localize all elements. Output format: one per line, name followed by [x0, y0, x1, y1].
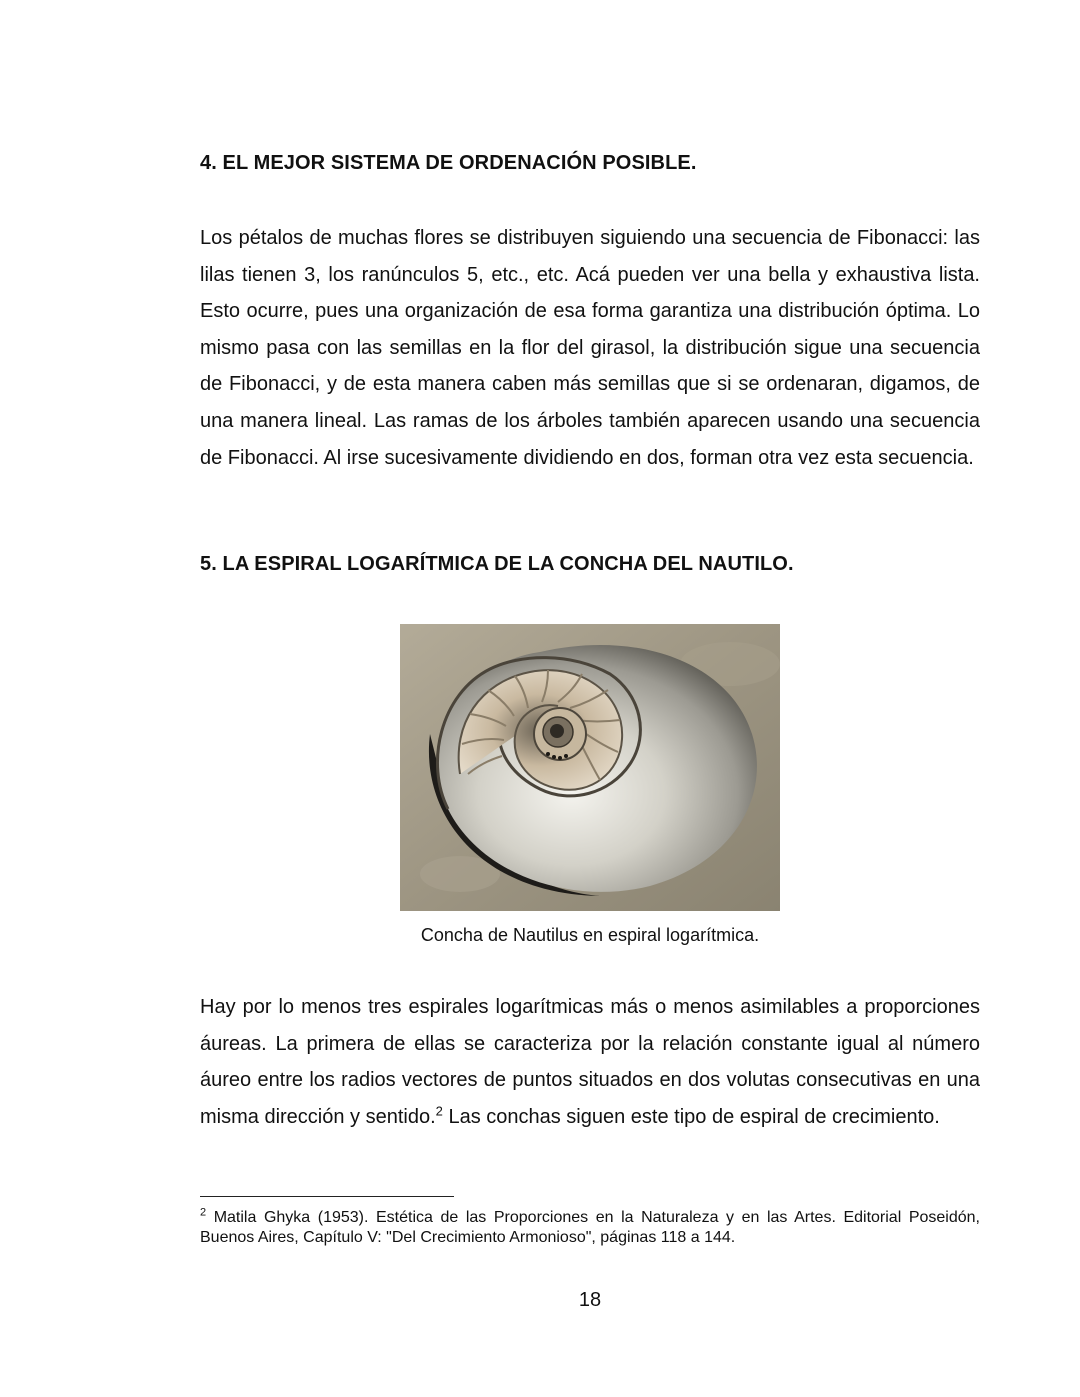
footnote-marker: 2 [200, 1206, 207, 1219]
section-5-paragraph-text-end: Las conchas siguen este tipo de espiral de crecimiento. [442, 1105, 940, 1128]
section-4-heading: 4. EL MEJOR SISTEMA DE ORDENACIÓN POSIBLE. [200, 152, 697, 174]
footnote [200, 1208, 980, 1248]
footnote-reference[interactable]: 2 [435, 1103, 443, 1119]
section-5-paragraph-text: Hay por lo menos tres espirales logarítmicas más o menos asimilables a proporciones áureas. La primera de ellas se caracteriza por la relación constante igual al número áureo entre los radios vectores de puntos situados en dos volutas consecutivas en una misma dirección y sentido. [200, 996, 980, 1128]
page-number: 18 [578, 1289, 602, 1311]
figure-caption: Concha de Nautilus en espiral logarítmica. [420, 925, 760, 945]
footnote-text: Matila Ghyka (1953). Estética de las Proporciones en la Naturaleza y en las Artes. Editorial Poseidón, Buenos Aires, Capítulo V: "Del Crecimiento Armonioso", páginas 118 a 144. [200, 1209, 980, 1246]
nautilus-shell-image [400, 624, 780, 911]
section-5-heading: 5. LA ESPIRAL LOGARÍTMICA DE LA CONCHA DEL NAUTILO. [200, 553, 794, 575]
section-5-paragraph [200, 989, 980, 1135]
section-4-paragraph: Los pétalos de muchas flores se distribuyen siguiendo una secuencia de Fibonacci: las lilas tienen 3, los ranúnculos 5, etc., etc. Acá pueden ver una bella y exhaustiva lista. Esto ocurre, pues una organización de esa forma garantiza una distribución óptima. Lo mismo pasa con las semillas en la flor del girasol, la distribución sigue una secuencia de Fibonacci, y de esta manera caben más semillas que si se ordenaran, digamos, de una manera lineal. Las ramas de los árboles también aparecen usando una secuencia de Fibonacci. Al irse sucesivamente dividiendo en dos, forman otra vez esta secuencia. [200, 227, 980, 469]
footnote-separator [200, 1196, 454, 1197]
